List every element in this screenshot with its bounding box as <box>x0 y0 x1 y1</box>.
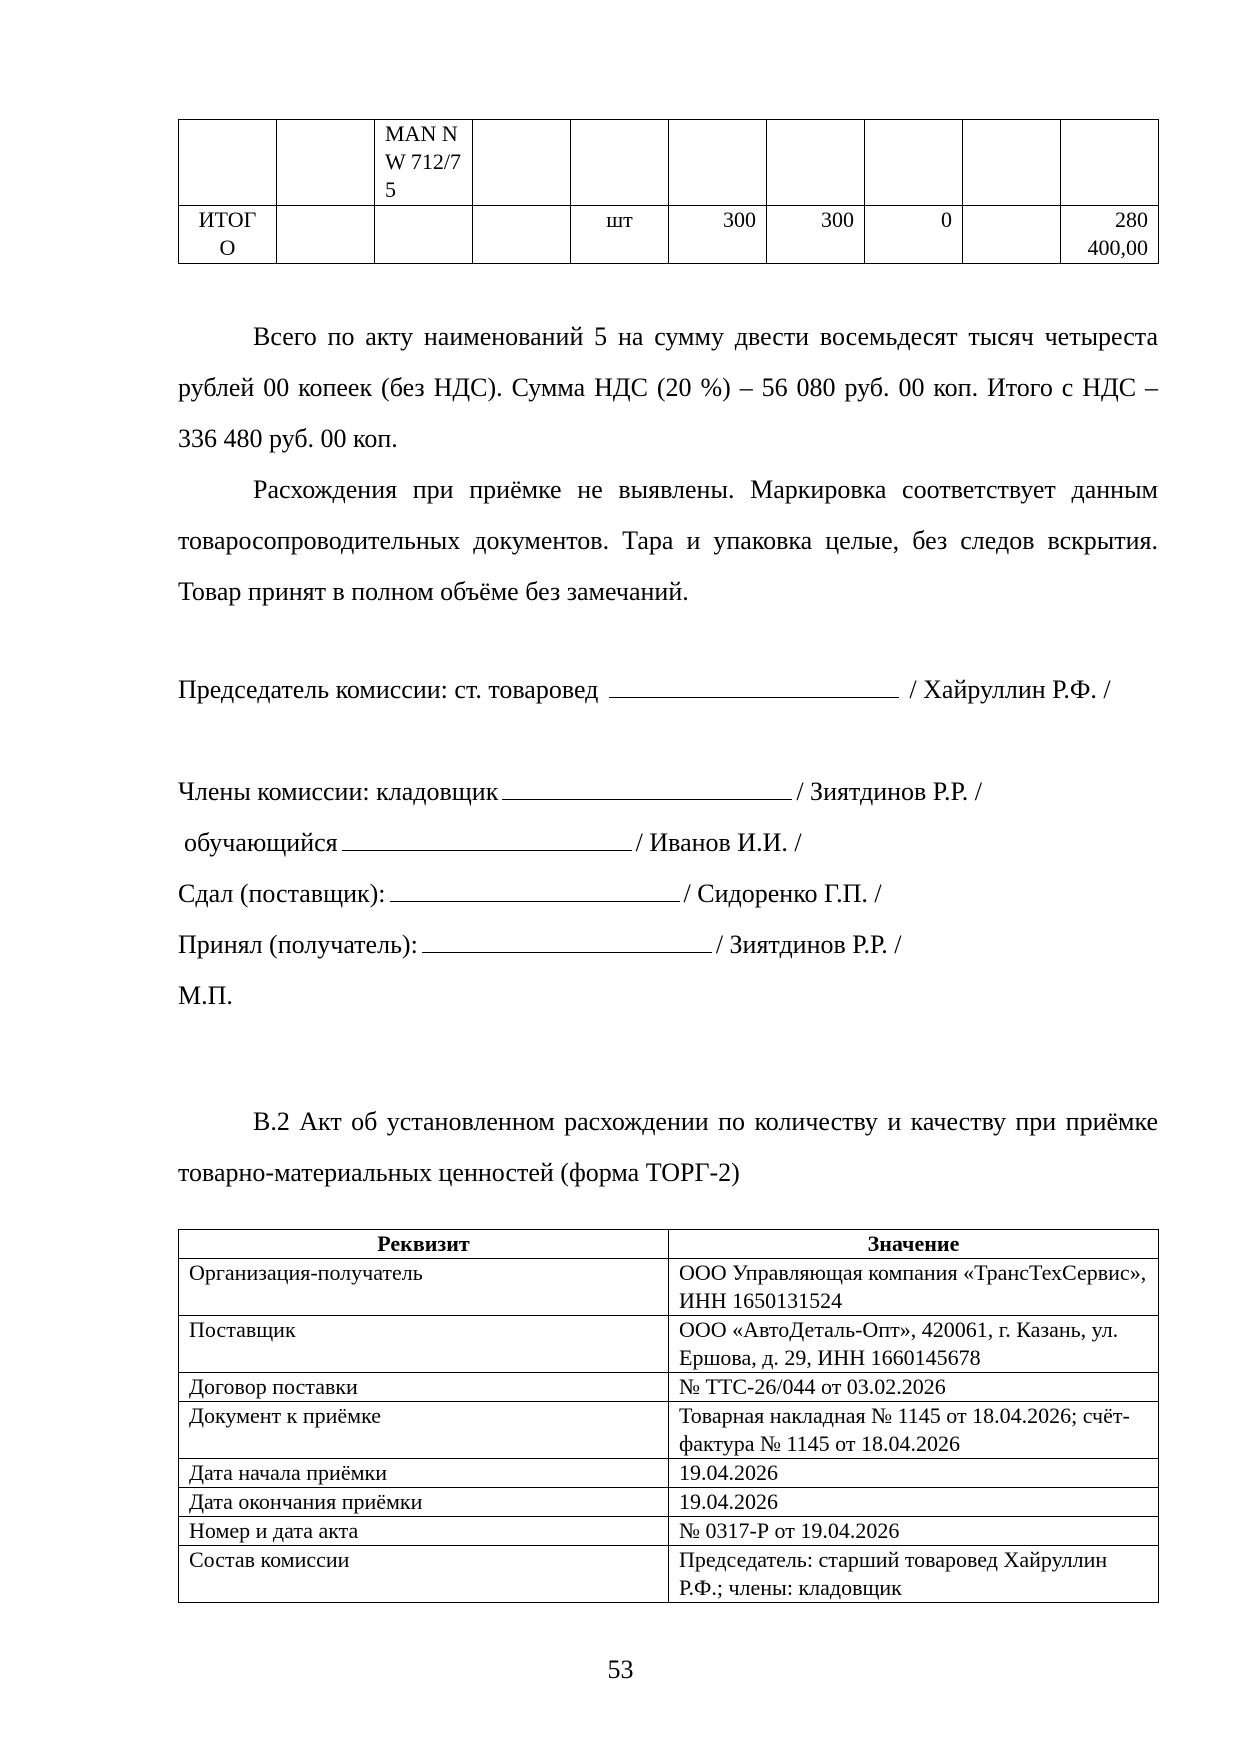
requisite-value: ООО Управляющая компания «ТрансТехСервис», ИНН 1650131524 <box>669 1259 1159 1316</box>
table-cell <box>865 120 963 206</box>
table-cell <box>963 206 1061 264</box>
table-cell <box>669 120 767 206</box>
table-row <box>179 1259 1159 1316</box>
requisites-table <box>178 1229 1159 1603</box>
section-heading: В.2 Акт об установленном расхождении по количеству и качеству при приёмке товарно-материальных ценностей (форма ТОРГ-2) <box>178 1107 1158 1187</box>
table-cell <box>571 120 669 206</box>
requisite-name: Состав комиссии <box>179 1546 669 1603</box>
requisite-value: 19.04.2026 <box>669 1488 1159 1517</box>
qty-cell: 300 <box>669 206 767 264</box>
table-header-row <box>179 1230 1159 1259</box>
requisite-value: 19.04.2026 <box>669 1459 1159 1488</box>
stamp-place: М.П. <box>178 981 233 1010</box>
table-row <box>179 1402 1159 1459</box>
table-row <box>179 1488 1159 1517</box>
column-header: Реквизит <box>179 1230 669 1259</box>
table-cell <box>963 120 1061 206</box>
summary-paragraph: Всего по акту наименований 5 на сумму двести восемьдесят тысяч четыреста рублей 00 копеек (без НДС). Сумма НДС (20 %) – 56 080 руб. 00 коп. Итого с НДС – 336 480 руб. 00 коп. <box>178 322 1158 453</box>
chair-label: Председатель комиссии: ст. товаровед <box>178 675 599 704</box>
received-signature <box>178 919 1158 970</box>
sum-cell: 280 400,00 <box>1061 206 1159 264</box>
page-number: 53 <box>607 1655 634 1684</box>
members-name: / Зиятдинов Р.Р. / <box>796 777 982 806</box>
table-cell <box>1061 120 1159 206</box>
signature-line <box>502 779 792 800</box>
requisite-name: Номер и дата акта <box>179 1517 669 1546</box>
received-label: Принял (получатель): <box>178 930 418 959</box>
total-label: ИТОГ О <box>179 206 277 264</box>
diff-cell: 0 <box>865 206 963 264</box>
handed-signature <box>178 868 1158 919</box>
received-name: / Зиятдинов Р.Р. / <box>715 930 902 959</box>
table-row <box>179 1373 1159 1402</box>
column-header: Значение <box>669 1230 1159 1259</box>
table-cell <box>277 206 375 264</box>
table-cell <box>179 120 277 206</box>
discrepancy-paragraph: Расхождения при приёмке не выявлены. Маркировка соответствует данным товаросопроводительных документов. Тара и упаковка целые, без следов вскрытия. Товар принят в полном объёме без замечаний. <box>178 475 1158 606</box>
qty-cell: 300 <box>767 206 865 264</box>
signature-line <box>422 932 712 953</box>
table-cell <box>375 206 473 264</box>
requisite-value: № 0317-Р от 19.04.2026 <box>669 1517 1159 1546</box>
table-row <box>179 1517 1159 1546</box>
signature-line <box>609 677 899 698</box>
table-cell <box>473 206 571 264</box>
requisite-name: Организация-получатель <box>179 1259 669 1316</box>
handed-name: / Сидоренко Г.П. / <box>683 879 882 908</box>
chair-name: / Хайруллин Р.Ф. / <box>909 675 1111 704</box>
requisite-name: Дата начала приёмки <box>179 1459 669 1488</box>
requisite-name: Дата окончания приёмки <box>179 1488 669 1517</box>
requisite-value: ООО «АвтоДеталь-Опт», 420061, г. Казань, ул. Ершова, д. 29, ИНН 1660145678 <box>669 1316 1159 1373</box>
chair-signature <box>178 664 1158 715</box>
table-cell <box>473 120 571 206</box>
requisite-name: Договор поставки <box>179 1373 669 1402</box>
members-label: Члены комиссии: кладовщик <box>178 777 499 806</box>
unit-cell: шт <box>571 206 669 264</box>
signature-line <box>342 830 632 851</box>
goods-table <box>178 119 1159 264</box>
table-row <box>179 1316 1159 1373</box>
table-cell <box>277 120 375 206</box>
table-row <box>179 120 1159 206</box>
table-cell: MAN N W 712/75 <box>375 120 473 206</box>
requisite-value: Председатель: старший товаровед Хайруллин Р.Ф.; члены: кладовщик <box>669 1546 1159 1603</box>
signature-line <box>390 881 680 902</box>
requisite-name: Документ к приёмке <box>179 1402 669 1459</box>
handed-label: Сдал (поставщик): <box>178 879 386 908</box>
table-row-total <box>179 206 1159 264</box>
table-row <box>179 1546 1159 1603</box>
student-name: / Иванов И.И. / <box>635 828 802 857</box>
requisite-value: № ТТС-26/044 от 03.02.2026 <box>669 1373 1159 1402</box>
student-signature <box>184 817 1164 868</box>
table-cell <box>767 120 865 206</box>
members-signature <box>178 766 1158 817</box>
student-label: обучающийся <box>184 828 338 857</box>
requisite-name: Поставщик <box>179 1316 669 1373</box>
table-row <box>179 1459 1159 1488</box>
requisite-value: Товарная накладная № 1145 от 18.04.2026; счёт-фактура № 1145 от 18.04.2026 <box>669 1402 1159 1459</box>
